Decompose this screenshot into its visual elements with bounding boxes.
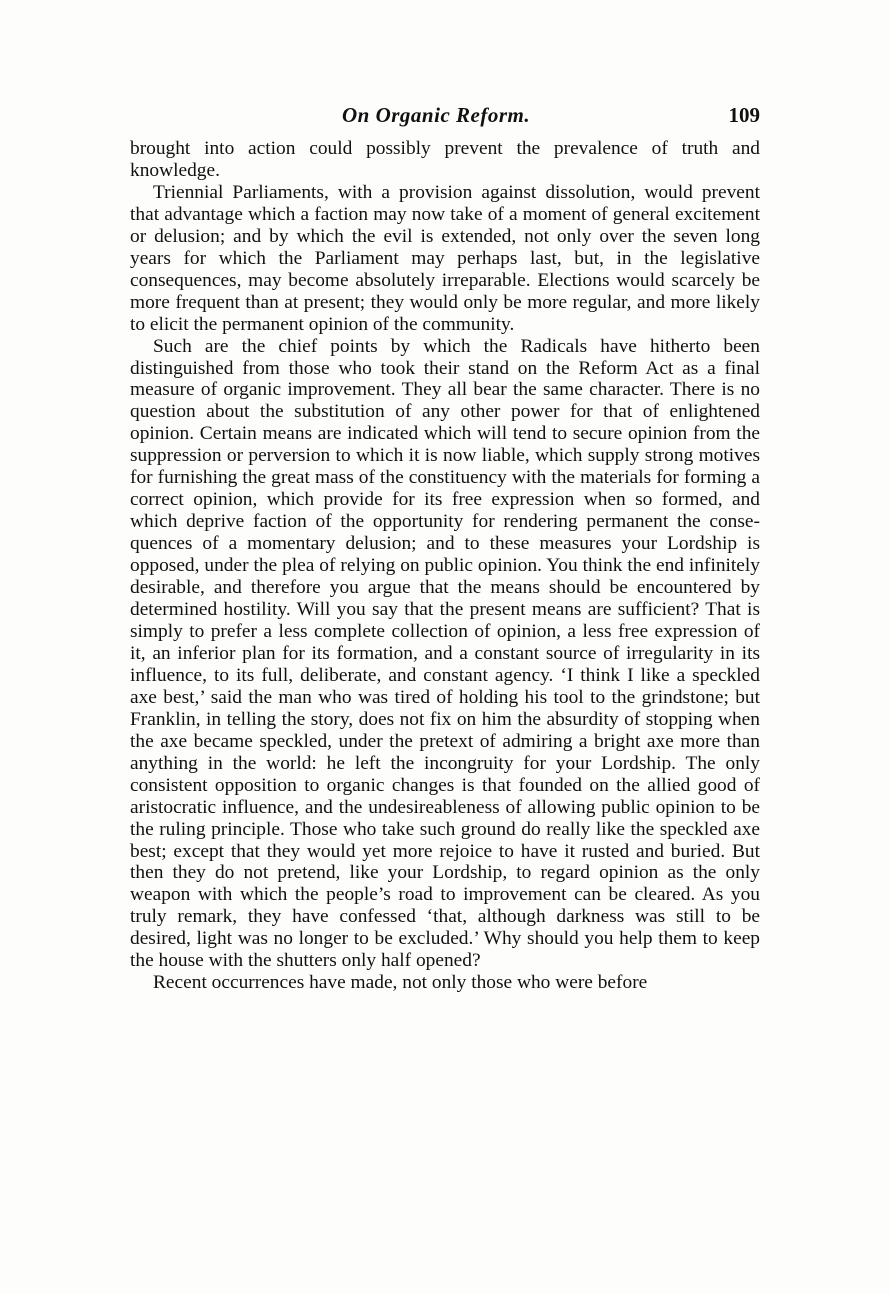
page-number: 109 bbox=[728, 103, 760, 127]
paragraph-triennial-parliaments: Triennial Parliaments, with a provision against dissolution, would prevent that advantage which a faction may now take of a moment of general excitement or delusion; and by which the evil is extended, not only over the seven long years for which the Parliament may perhaps last, but, in the legislative consequences, may become absolutely irreparable. Elections would scarcely be more frequent than at present; they would only be more regular, and more likely to elicit the permanent opinion of the community. bbox=[130, 181, 760, 335]
paragraph-recent-occurrences: Recent occurrences have made, not only those who were before bbox=[153, 972, 648, 994]
running-head bbox=[130, 103, 760, 137]
body-text bbox=[130, 138, 760, 994]
running-title: On Organic Reform. bbox=[342, 103, 531, 127]
paragraph-chief-points: Such are the chief points by which the Radicals have hitherto been distinguished from those who took their stand on the Reform Act as a final measure of organic improvement. They all bear the same character. There is no question about the substitution of any other power for that of enlightened opinion. Certain means are indicated which will tend to secure opinion from the suppression or perversion to which it is now liable, which supply strong motives for furnishing the great mass of the constituency with the materials for forming a correct opinion, which provide for its free expression when so formed, and which deprive faction of the opportunity for rendering permanent the consequences of a momentary delusion; and to these measures your Lordship is opposed, under the plea of relying on public opinion. You think the end infinitely desirable, and therefore you argue that the means should be encountered by determined hostility. Will you say that the present means are sufficient? That is simply to prefer a less complete collection of opinion, a less free expression of it, an inferior plan for its formation, and a constant source of irregularity in its influence, to its full, deliberate, and constant agency. ‘I think I like a speckled axe best,’ said the man who was tired of holding his tool to the grindstone; but Franklin, in telling the story, does not fix on him the absurdity of stopping when the axe became speckled, under the pretext of admiring a bright axe more than anything in the world: he left the incongruity for your Lordship. The only consistent opposition to organic changes is that founded on the allied good of aristocratic influence, and the undesireableness of allowing public opinion to be the ruling principle. Those who take such ground do really like the speckled axe best; except that they would yet more rejoice to have it rusted and buried. But then they do not pretend, like your Lordship, to regard opinion as the only weapon with which the people’s road to improvement can be cleared. As you truly remark, they have confessed ‘that, although darkness was still to be desired, light was no longer to be excluded.’ Why should you help them to keep the house with the shutters only half opened? bbox=[130, 335, 760, 972]
paragraph-continued: brought into action could possibly prevent the prevalence of truth and knowledge. bbox=[130, 138, 760, 181]
